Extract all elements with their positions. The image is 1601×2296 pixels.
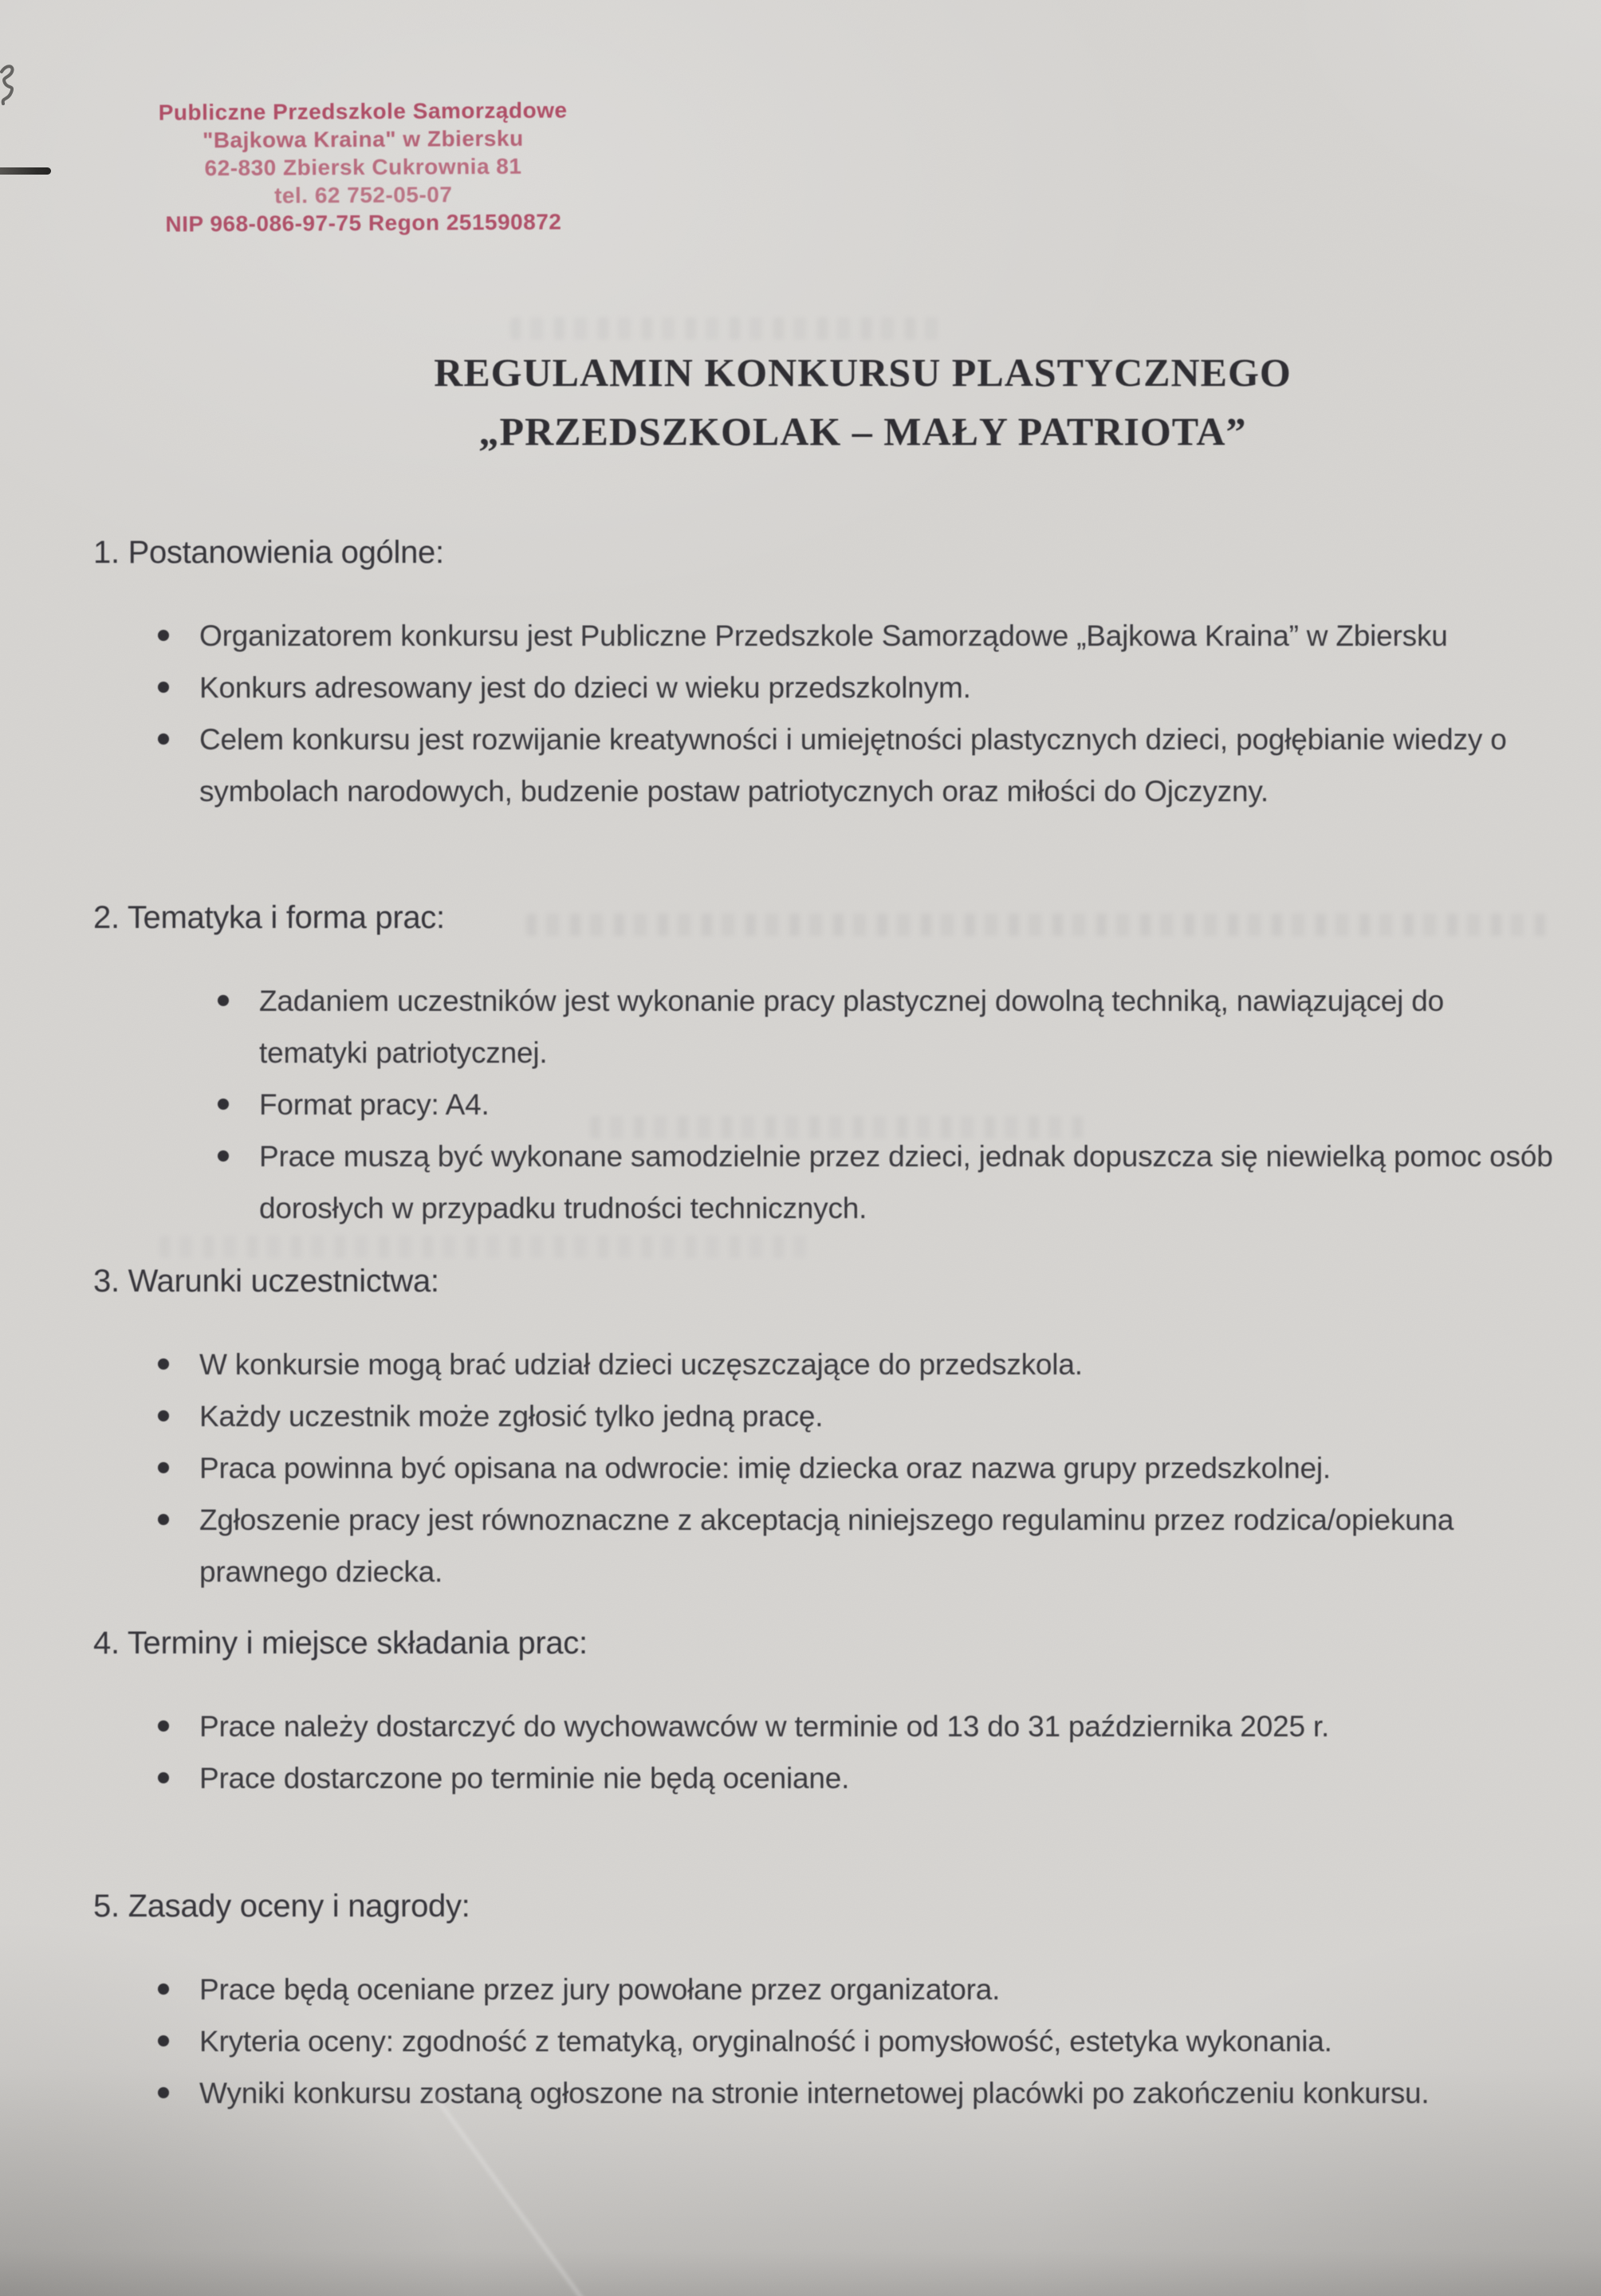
list-item: Kryteria oceny: zgodność z tematyką, oryginalność i pomysłowość, estetyka wykonania.	[199, 2015, 1555, 2067]
bleedthrough-smudge	[159, 1236, 813, 1258]
stamp-line: 62-830 Zbiersk Cukrownia 81	[204, 153, 522, 181]
document-title-line1: REGULAMIN KONKURSU PLASTYCZNEGO	[434, 350, 1292, 395]
section-zasady-oceny-i-nagrody	[93, 1888, 1586, 2119]
institution-stamp	[133, 96, 592, 238]
list-item: Każdy uczestnik może zgłosić tylko jedną pracę.	[199, 1390, 1555, 1442]
section-tematyka-i-forma	[93, 899, 1586, 1234]
stamp-line: Publiczne Przedszkole Samorządowe	[158, 97, 568, 125]
list-item: Wyniki konkursu zostaną ogłoszone na stronie internetowej placówki po zakończeniu konkursu.	[199, 2067, 1555, 2119]
bullet-list	[93, 610, 1555, 817]
stamp-line: NIP 968-086-97-75 Regon 251590872	[165, 209, 562, 237]
list-item: Celem konkursu jest rozwijanie kreatywności i umiejętności plastycznych dzieci, pogłębianie wiedzy o symbolach narodowych, budzenie postaw patriotycznych oraz miłości do Ojczyzny.	[199, 714, 1555, 817]
section-warunki-uczestnictwa	[93, 1263, 1586, 1598]
pen-scribble-mark	[0, 61, 24, 108]
bleedthrough-smudge	[590, 1116, 1084, 1138]
list-item: Organizatorem konkursu jest Publiczne Przedszkole Samorządowe „Bajkowa Kraina” w Zbiersku	[199, 610, 1555, 662]
list-item: Prace należy dostarczyć do wychowawców w terminie od 13 do 31 października 2025 r.	[199, 1700, 1555, 1752]
section-terminy-i-miejsce	[93, 1625, 1586, 1804]
list-item: Format pracy: A4.	[259, 1079, 1559, 1130]
list-item: Prace muszą być wykonane samodzielnie przez dzieci, jednak dopuszcza się niewielką pomoc osób dorosłych w przypadku trudności technicznych.	[259, 1130, 1559, 1234]
bullet-list	[93, 1339, 1555, 1598]
bleedthrough-smudge	[526, 914, 1555, 936]
bullet-list	[93, 975, 1559, 1234]
list-item: Praca powinna być opisana na odwrocie: imię dziecka oraz nazwa grupy przedszkolnej.	[199, 1442, 1555, 1494]
bullet-list	[93, 1964, 1555, 2119]
section-postanowienia-ogolne	[93, 534, 1586, 817]
list-item: Zgłoszenie pracy jest równoznaczne z akceptacją niniejszego regulaminu przez rodzica/opiekuna prawnego dziecka.	[199, 1494, 1555, 1598]
stamp-line: tel. 62 752-05-07	[273, 182, 453, 208]
section-heading: 5. Zasady oceny i nagrody:	[93, 1889, 470, 1924]
list-item: Prace dostarczone po terminie nie będą oceniane.	[199, 1752, 1555, 1804]
section-heading: 3. Warunki uczestnictwa:	[93, 1264, 439, 1299]
stamp-line: "Bajkowa Kraina" w Zbiersku	[202, 125, 524, 153]
section-heading: 4. Terminy i miejsce składania prac:	[93, 1626, 588, 1661]
list-item: Prace będą oceniane przez jury powołane przez organizatora.	[199, 1964, 1555, 2015]
document-title-line2: „PRZEDSZKOLAK – MAŁY PATRIOTA”	[478, 409, 1247, 454]
paper-crease	[429, 2090, 633, 2296]
list-item: W konkursie mogą brać udział dzieci uczęszczające do przedszkola.	[199, 1339, 1555, 1390]
section-heading: 1. Postanowienia ogólne:	[93, 535, 444, 570]
bullet-list	[93, 1700, 1555, 1804]
section-heading: 2. Tematyka i forma prac:	[93, 900, 445, 935]
pen-line-mark	[0, 167, 51, 175]
list-item: Konkurs adresowany jest do dzieci w wieku przedszkolnym.	[199, 662, 1555, 714]
bleedthrough-smudge	[510, 317, 941, 340]
list-item: Zadaniem uczestników jest wykonanie pracy plastycznej dowolną techniką, nawiązującej do tematyki patriotycznej.	[259, 975, 1559, 1079]
document-title	[62, 343, 1601, 461]
